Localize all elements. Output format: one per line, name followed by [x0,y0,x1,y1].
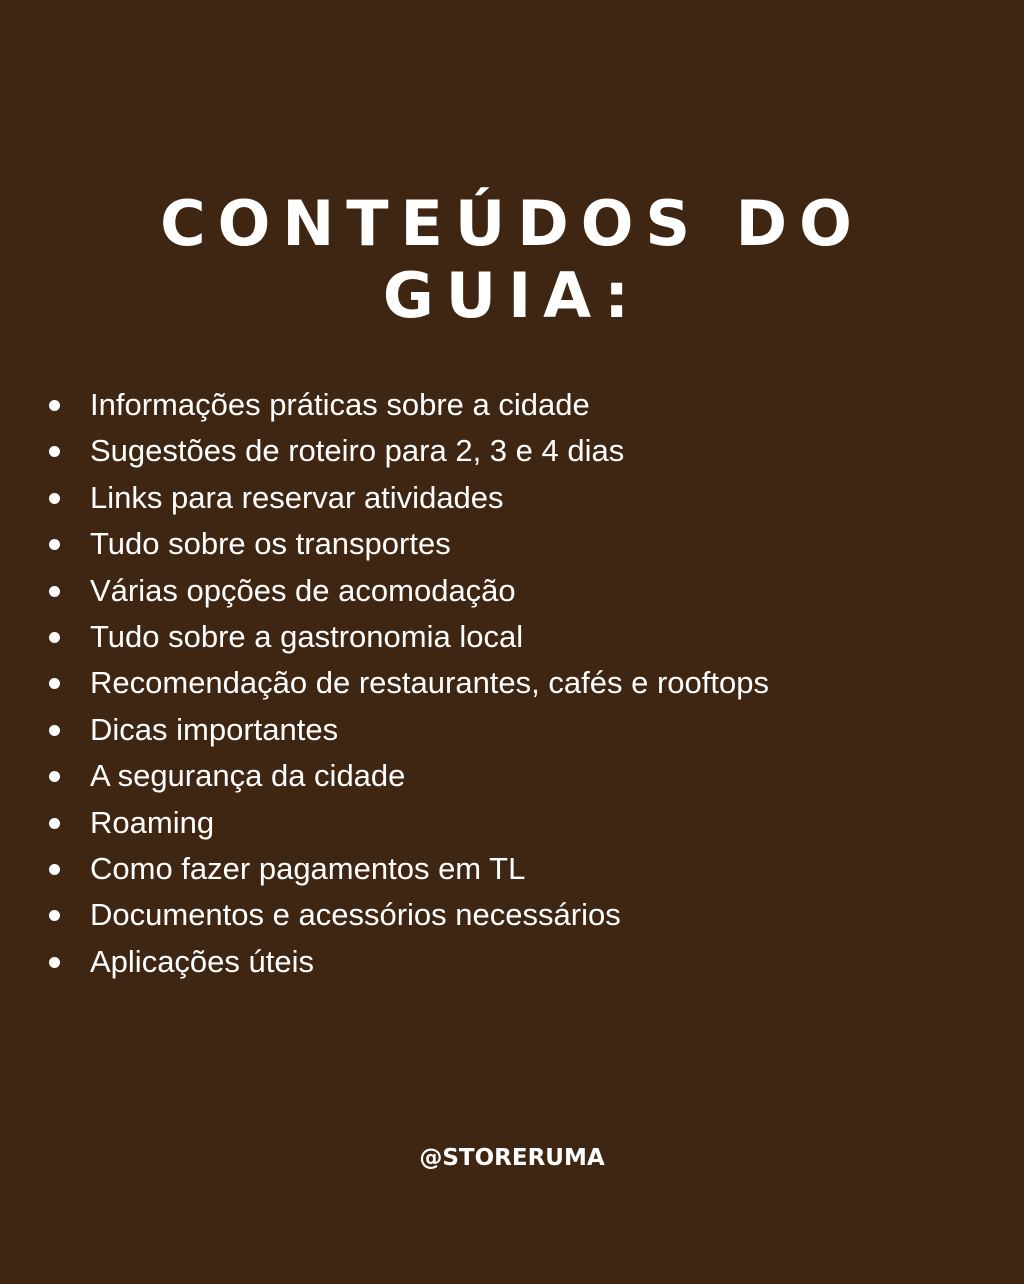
list-item [0,753,1024,799]
bullet-icon [49,446,60,457]
list-item [0,568,1024,614]
list-item [0,800,1024,846]
bullet-icon [49,910,60,921]
list-item [0,475,1024,521]
bullet-icon [49,586,60,597]
list-item [0,614,1024,660]
list-item-label: Como fazer pagamentos em TL [90,850,526,886]
list-item-label: Dicas importantes [90,711,339,747]
list-item-label: Roaming [90,804,215,840]
list-item-label: Várias opções de acomodação [90,572,516,608]
list-item [0,660,1024,706]
bullet-icon [49,818,60,829]
title-line-2: GUIA: [382,259,642,332]
list-item [0,892,1024,938]
list-item-label: Informações práticas sobre a cidade [90,387,590,422]
bullet-icon [49,539,60,550]
list-item [0,939,1024,985]
list-item-label: Links para reservar atividades [90,479,504,515]
list-item [0,707,1024,753]
bullet-icon [49,493,60,504]
list-item [0,846,1024,892]
list-item-label: Recomendação de restaurantes, cafés e rooftops [90,665,769,701]
bullet-icon [49,957,60,968]
list-item-label: A segurança da cidade [90,758,406,794]
page-title [0,188,1024,332]
title-line-1: CONTEÚDOS DO [160,187,864,260]
bullet-icon [49,678,60,689]
bullet-icon [49,632,60,643]
list-item-label: Documentos e acessórios necessários [90,897,621,933]
bullet-icon [49,725,60,736]
bullet-icon [49,400,60,411]
contents-list [0,382,1024,985]
list-item-label: Tudo sobre a gastronomia local [90,618,524,654]
list-item [0,382,1024,428]
bullet-icon [49,771,60,782]
social-handle: @STORERUMA [419,1145,605,1171]
list-item-label: Tudo sobre os transportes [90,526,451,562]
list-item [0,521,1024,567]
bullet-icon [49,864,60,875]
list-item-label: Sugestões de roteiro para 2, 3 e 4 dias [90,433,625,469]
list-item [0,428,1024,474]
list-item-label: Aplicações úteis [90,943,315,979]
